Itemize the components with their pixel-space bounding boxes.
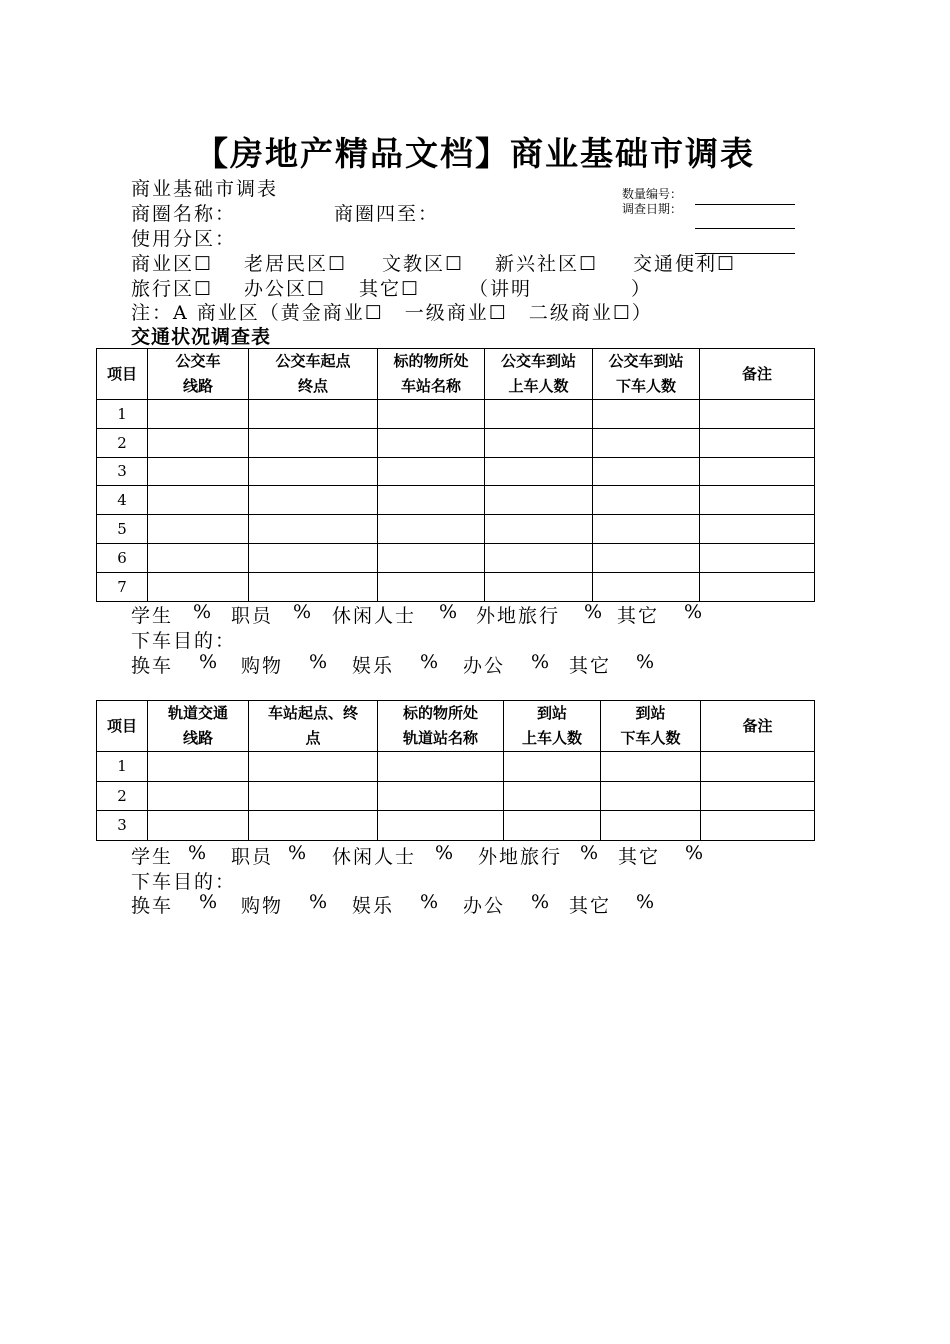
table-cell[interactable] bbox=[378, 457, 485, 486]
table-cell[interactable] bbox=[593, 486, 700, 515]
zone-explain-label: （讲明 bbox=[469, 278, 533, 300]
label-qty-no: 数量编号： bbox=[622, 187, 683, 201]
header-text: 到站 bbox=[536, 704, 567, 722]
header-row bbox=[97, 701, 815, 752]
stat-pct: % bbox=[439, 601, 460, 623]
header-text: 到站 bbox=[635, 704, 666, 722]
stat-pct: % bbox=[309, 651, 330, 673]
table-cell[interactable] bbox=[249, 811, 378, 841]
row-number: 1 bbox=[97, 400, 148, 429]
table-cell[interactable] bbox=[593, 457, 700, 486]
table-cell[interactable] bbox=[148, 752, 249, 782]
header-text: 点 bbox=[305, 729, 321, 747]
table-cell[interactable] bbox=[148, 572, 249, 601]
page-title: 【房地产精品文档】商业基础市调表 bbox=[195, 134, 755, 173]
header-text: 公交车到站 bbox=[500, 352, 576, 370]
stat-pct: % bbox=[293, 601, 314, 623]
table-cell[interactable] bbox=[504, 781, 601, 811]
header-cell bbox=[148, 349, 249, 400]
stat-student: 学生 bbox=[131, 846, 174, 868]
header-text: 标的物所处 bbox=[402, 704, 478, 722]
table-cell[interactable] bbox=[504, 811, 601, 841]
row-number: 1 bbox=[97, 752, 148, 782]
header-cell bbox=[249, 701, 378, 752]
stat-pct: % bbox=[580, 842, 601, 864]
table-cell[interactable] bbox=[378, 543, 485, 572]
table-cell[interactable] bbox=[593, 400, 700, 429]
table-cell[interactable] bbox=[249, 515, 378, 544]
zone-education[interactable]: 文教区☐ bbox=[382, 253, 465, 275]
stat-other: 其它 bbox=[617, 605, 660, 627]
header-cell bbox=[148, 701, 249, 752]
date-line bbox=[695, 228, 795, 229]
zone-office[interactable]: 办公区☐ bbox=[244, 278, 327, 300]
table-cell[interactable] bbox=[485, 400, 593, 429]
table-cell[interactable] bbox=[700, 515, 815, 544]
table-cell[interactable] bbox=[148, 781, 249, 811]
bus-table bbox=[96, 348, 815, 602]
table-row bbox=[97, 543, 815, 572]
label-circle-bounds: 商圈四至： bbox=[334, 203, 440, 225]
label-zone: 使用分区： bbox=[131, 228, 237, 250]
table-row bbox=[97, 428, 815, 457]
stat-transfer: 换车 bbox=[131, 895, 174, 917]
table-cell[interactable] bbox=[148, 457, 249, 486]
header-text: 车站起点、终 bbox=[267, 704, 358, 722]
table-row bbox=[97, 572, 815, 601]
table-cell[interactable] bbox=[249, 400, 378, 429]
header-text: 线路 bbox=[182, 377, 213, 395]
table-cell[interactable] bbox=[485, 515, 593, 544]
stat-pct: % bbox=[684, 601, 705, 623]
table-cell[interactable] bbox=[378, 400, 485, 429]
table-cell[interactable] bbox=[378, 572, 485, 601]
stat-pct: % bbox=[193, 601, 214, 623]
table-row bbox=[97, 515, 815, 544]
stat-shopping: 购物 bbox=[241, 895, 284, 917]
stat-pct: % bbox=[531, 891, 552, 913]
header-text: 备注 bbox=[742, 716, 773, 735]
stat-entertain: 娱乐 bbox=[352, 895, 395, 917]
header-row bbox=[97, 349, 815, 400]
table-cell[interactable] bbox=[249, 486, 378, 515]
table-cell[interactable] bbox=[378, 811, 504, 841]
header-cell bbox=[378, 701, 504, 752]
stat-pct: % bbox=[420, 891, 441, 913]
table-cell[interactable] bbox=[485, 572, 593, 601]
qty-no-line bbox=[695, 204, 795, 205]
table-cell[interactable] bbox=[701, 752, 815, 782]
stat-pct: % bbox=[420, 651, 441, 673]
stat-pct: % bbox=[288, 842, 309, 864]
table-cell[interactable] bbox=[485, 457, 593, 486]
stat-pct: % bbox=[584, 601, 605, 623]
table-cell[interactable] bbox=[593, 428, 700, 457]
header-text: 项目 bbox=[106, 364, 137, 383]
header-text: 下车人数 bbox=[615, 377, 676, 395]
zone-other[interactable]: 其它☐ bbox=[359, 278, 421, 300]
stat-traveler: 外地旅行 bbox=[476, 605, 561, 627]
table-cell[interactable] bbox=[701, 811, 815, 841]
zone-new-community[interactable]: 新兴社区☐ bbox=[495, 253, 599, 275]
form-subtitle: 商业基础市调表 bbox=[131, 178, 279, 200]
row-number: 5 bbox=[97, 515, 148, 544]
stat-office: 办公 bbox=[463, 895, 506, 917]
table-cell[interactable] bbox=[485, 486, 593, 515]
header-text: 车站名称 bbox=[400, 377, 461, 395]
stat-other: 其它 bbox=[569, 655, 612, 677]
header-text: 公交车到站 bbox=[608, 352, 684, 370]
stat-other: 其它 bbox=[569, 895, 612, 917]
header-text: 备注 bbox=[741, 364, 772, 383]
table-cell[interactable] bbox=[700, 543, 815, 572]
table-cell[interactable] bbox=[601, 811, 701, 841]
stat-pct: % bbox=[531, 651, 552, 673]
header-text: 标的物所处 bbox=[393, 352, 469, 370]
table-cell[interactable] bbox=[249, 752, 378, 782]
header-text: 项目 bbox=[106, 716, 137, 735]
table-cell[interactable] bbox=[485, 428, 593, 457]
stat-staff: 职员 bbox=[231, 605, 274, 627]
table-cell[interactable] bbox=[249, 457, 378, 486]
header-text: 线路 bbox=[182, 729, 213, 747]
stat-student: 学生 bbox=[131, 605, 174, 627]
table-cell[interactable] bbox=[700, 400, 815, 429]
zone-transport[interactable]: 交通便利☐ bbox=[633, 253, 737, 275]
table-cell[interactable] bbox=[249, 543, 378, 572]
label-circle-name: 商圈名称： bbox=[131, 203, 237, 225]
stat-leisure: 休闲人士 bbox=[332, 846, 417, 868]
stat-leisure: 休闲人士 bbox=[332, 605, 417, 627]
table-cell[interactable] bbox=[378, 752, 504, 782]
zone-explain-close: ） bbox=[631, 278, 653, 300]
stat-pct: % bbox=[685, 842, 706, 864]
table-cell[interactable] bbox=[148, 515, 249, 544]
row-number: 4 bbox=[97, 486, 148, 515]
table-cell[interactable] bbox=[249, 781, 378, 811]
stat-pct: % bbox=[188, 842, 209, 864]
header-text: 下车人数 bbox=[620, 729, 681, 747]
rail-table bbox=[96, 700, 815, 841]
bus-purpose-label: 下车目的： bbox=[131, 630, 237, 652]
table-cell[interactable] bbox=[701, 781, 815, 811]
table-cell[interactable] bbox=[148, 543, 249, 572]
zone-travel[interactable]: 旅行区☐ bbox=[131, 278, 214, 300]
stat-pct: % bbox=[435, 842, 456, 864]
rail-purpose-label: 下车目的： bbox=[131, 871, 237, 893]
section-title: 交通状况调查表 bbox=[131, 326, 272, 348]
stat-traveler: 外地旅行 bbox=[478, 846, 563, 868]
table-cell[interactable] bbox=[593, 572, 700, 601]
row-number: 3 bbox=[97, 457, 148, 486]
row-number: 7 bbox=[97, 572, 148, 601]
row-number: 2 bbox=[97, 428, 148, 457]
stat-pct: % bbox=[636, 891, 657, 913]
header-text: 轨道交通 bbox=[167, 704, 228, 722]
header-text: 上车人数 bbox=[521, 729, 582, 747]
table-cell[interactable] bbox=[378, 486, 485, 515]
header-text: 终点 bbox=[297, 377, 328, 395]
table-row bbox=[97, 400, 815, 429]
table-cell[interactable] bbox=[148, 400, 249, 429]
table-row bbox=[97, 457, 815, 486]
zone-old-residential[interactable]: 老居民区☐ bbox=[244, 253, 348, 275]
header-cell bbox=[593, 349, 700, 400]
header-cell bbox=[701, 701, 815, 752]
header-text: 轨道站名称 bbox=[402, 729, 478, 747]
stat-entertain: 娱乐 bbox=[352, 655, 395, 677]
table-cell[interactable] bbox=[249, 572, 378, 601]
table-row bbox=[97, 781, 815, 811]
table-cell[interactable] bbox=[378, 781, 504, 811]
table-cell[interactable] bbox=[148, 811, 249, 841]
header-cell bbox=[601, 701, 701, 752]
stat-pct: % bbox=[636, 651, 657, 673]
table-cell[interactable] bbox=[700, 428, 815, 457]
table-cell[interactable] bbox=[700, 457, 815, 486]
stat-transfer: 换车 bbox=[131, 655, 174, 677]
header-cell bbox=[700, 349, 815, 400]
table-cell[interactable] bbox=[485, 543, 593, 572]
header-cell bbox=[504, 701, 601, 752]
table-cell[interactable] bbox=[700, 572, 815, 601]
note-line: 注：A 商业区（黄金商业☐ 一级商业☐ 二级商业☐） bbox=[131, 302, 653, 324]
stat-office: 办公 bbox=[463, 655, 506, 677]
table-cell[interactable] bbox=[601, 752, 701, 782]
table-cell[interactable] bbox=[504, 752, 601, 782]
zone-commercial[interactable]: 商业区☐ bbox=[131, 253, 214, 275]
header-text: 上车人数 bbox=[508, 377, 569, 395]
stat-other: 其它 bbox=[618, 846, 661, 868]
table-cell[interactable] bbox=[700, 486, 815, 515]
header-cell bbox=[97, 701, 148, 752]
stat-staff: 职员 bbox=[231, 846, 274, 868]
row-number: 6 bbox=[97, 543, 148, 572]
table-cell[interactable] bbox=[378, 428, 485, 457]
table-cell[interactable] bbox=[378, 515, 485, 544]
table-row bbox=[97, 486, 815, 515]
stat-shopping: 购物 bbox=[241, 655, 284, 677]
table-cell[interactable] bbox=[148, 486, 249, 515]
table-row bbox=[97, 752, 815, 782]
row-number: 3 bbox=[97, 811, 148, 841]
header-cell bbox=[485, 349, 593, 400]
header-text: 公交车起点 bbox=[275, 352, 351, 370]
table-cell[interactable] bbox=[148, 428, 249, 457]
table-cell[interactable] bbox=[593, 515, 700, 544]
row-number: 2 bbox=[97, 781, 148, 811]
header-cell bbox=[249, 349, 378, 400]
table-cell[interactable] bbox=[249, 428, 378, 457]
stat-pct: % bbox=[199, 891, 220, 913]
label-survey-date: 调查日期： bbox=[622, 202, 683, 216]
table-row bbox=[97, 811, 815, 841]
header-cell bbox=[378, 349, 485, 400]
stat-pct: % bbox=[309, 891, 330, 913]
stat-pct: % bbox=[199, 651, 220, 673]
table-cell[interactable] bbox=[593, 543, 700, 572]
header-text: 公交车 bbox=[175, 352, 221, 370]
header-cell bbox=[97, 349, 148, 400]
table-cell[interactable] bbox=[601, 781, 701, 811]
